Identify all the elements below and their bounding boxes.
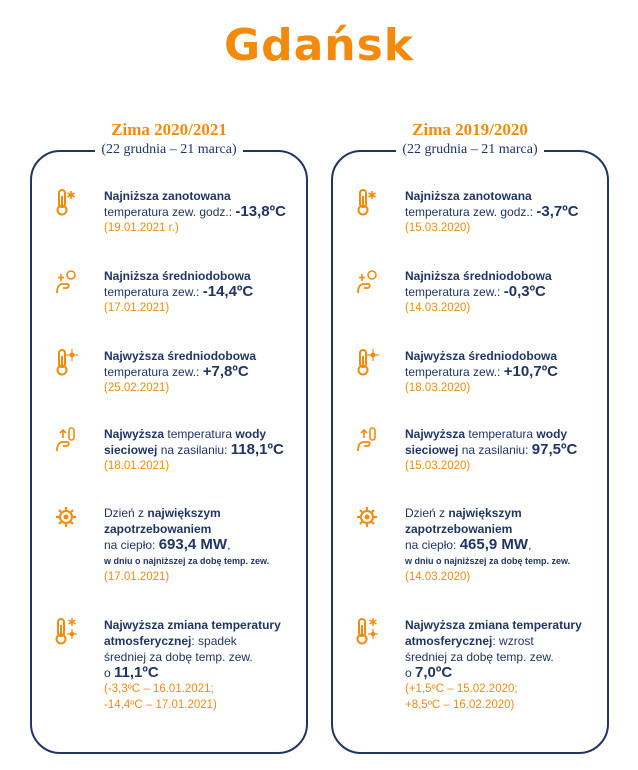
entry-label: : wzrost [492,634,534,648]
entry-label: temperatura zew.: [104,365,200,379]
entry-value: 693,4 MW [158,536,228,553]
entry-text [104,188,300,236]
entry-text [405,188,601,236]
entry-label: Najwyższa zmiana temperatury [104,618,281,632]
entry-date: (15.03.2020) [405,222,471,234]
entry-value: 465,9 MW [459,536,529,553]
entry-value: 7,0ºC [415,664,453,681]
hand-thermometer-icon [355,426,379,454]
entry-label: atmosferycznej [405,634,493,648]
entry-date: (17.01.2021) [104,571,170,583]
entry-label: Najniższa zanotowana [104,189,231,203]
entry-label: temperatura zew.: [405,285,501,299]
entry-label: Najwyższa średniodobowa [104,349,257,363]
entry-label: Najniższa zanotowana [405,189,532,203]
entry-date: (-3,3ºC – 16.01.2021; [104,683,214,695]
entry-label: Najwyższa [104,427,165,441]
entry-label: , [528,538,532,552]
entry-date: (+1,5ºC – 15.02.2020; [405,683,518,695]
entry-text [104,505,300,585]
entry-value: -0,3ºC [503,283,546,300]
entry-label: temperatura zew. godz.: [104,205,233,219]
entry-label: temperatura zew.: [405,365,501,379]
entry-value: -3,7ºC [536,203,579,220]
entry-date: (18.01.2021) [104,460,170,472]
entry-label: Najniższa średniodobowa [405,269,552,283]
entry-label: największym [448,506,522,520]
entry-label: zapotrzebowaniem [405,522,513,536]
entry-label: o [405,666,416,680]
entry-text [405,268,601,316]
entry-date: -14,4ºC – 17.01.2021) [104,699,217,711]
entry-date: (14.03.2020) [405,571,471,583]
entry-date: (17.01.2021) [104,302,170,314]
entry-label: średniej za dobę temp. zew. [405,650,554,664]
entry-value: 11,1ºC [114,664,159,681]
thermometer-sun-icon [54,348,78,376]
entry-value: +10,7ºC [503,363,558,380]
thermometer-sun-snowflake-icon [54,617,78,645]
entry-label: Najwyższa [405,427,466,441]
season-title: Zima 2020/2021 [111,120,227,139]
entry-label: na zasilaniu: [458,443,532,457]
entry-label: : spadek [191,634,237,648]
thermometer-snowflake-icon [355,188,379,216]
entry-value: -13,8ºC [235,203,286,220]
entry-label: średniej za dobę temp. zew. [104,650,253,664]
entry-label: wody [536,427,568,441]
thermometer-snowflake-icon [54,188,78,216]
entry-label: wody [235,427,267,441]
entry-label: zapotrzebowaniem [104,522,212,536]
entry-label: sieciowej [104,443,158,457]
entry-text [104,348,300,396]
entry-label: Dzień z [104,506,148,520]
entry-note: w dniu o najniższej za dobę temp. zew. [104,556,270,566]
entry-text [104,426,300,474]
entry-text [405,617,601,713]
entry-date: (19.01.2021 r.) [104,222,179,234]
entry-date: (14.03.2020) [405,302,471,314]
season-header [331,120,609,158]
season-title: Zima 2019/2020 [412,120,528,139]
entry-label: na ciepło: [405,538,460,552]
entry-date: +8,5ºC – 16.02.2020) [405,699,515,711]
entry-label: Najwyższa średniodobowa [405,349,558,363]
hand-thermometer-icon [54,426,78,454]
entry-label: Najwyższa zmiana temperatury [405,618,582,632]
entry-label: temperatura [465,427,537,441]
entry-label: atmosferycznej [104,634,192,648]
thermometer-sun-icon [355,348,379,376]
entry-label: Najniższa średniodobowa [104,269,251,283]
page-title: Gdańsk [223,20,415,71]
entry-label: na ciepło: [104,538,159,552]
season-header [30,120,308,158]
entry-label: największym [147,506,221,520]
entry-text [405,426,601,474]
hand-sun-snowflake-icon [355,268,379,296]
gear-sun-icon [54,505,78,533]
entry-date: (25.02.2021) [104,382,170,394]
entry-note: w dniu o najniższej za dobę temp. zew. [405,556,571,566]
entry-label: o [104,666,115,680]
season-dates: (22 grudnia – 21 marca) [95,142,242,158]
entry-value: -14,4ºC [202,283,254,300]
season-dates: (22 grudnia – 21 marca) [396,142,543,158]
entry-value: +7,8ºC [202,363,249,380]
entry-label: , [227,538,231,552]
entry-text [104,268,300,316]
entry-label: sieciowej [405,443,459,457]
gear-sun-icon [355,505,379,533]
entry-label: temperatura zew. godz.: [405,205,534,219]
entry-label: na zasilaniu: [157,443,231,457]
entry-date: (18.03.2020) [405,382,471,394]
entry-label: temperatura [164,427,236,441]
entry-text [104,617,300,713]
hand-sun-snowflake-icon [54,268,78,296]
entry-date: (15.03.2020) [405,460,471,472]
entry-label: Dzień z [405,506,449,520]
entry-value: 97,5ºC [531,441,578,458]
entry-text [405,348,601,396]
entry-value: 118,1ºC [230,441,284,458]
entry-label: temperatura zew.: [104,285,200,299]
entry-text [405,505,601,585]
thermometer-sun-snowflake-icon [355,617,379,645]
